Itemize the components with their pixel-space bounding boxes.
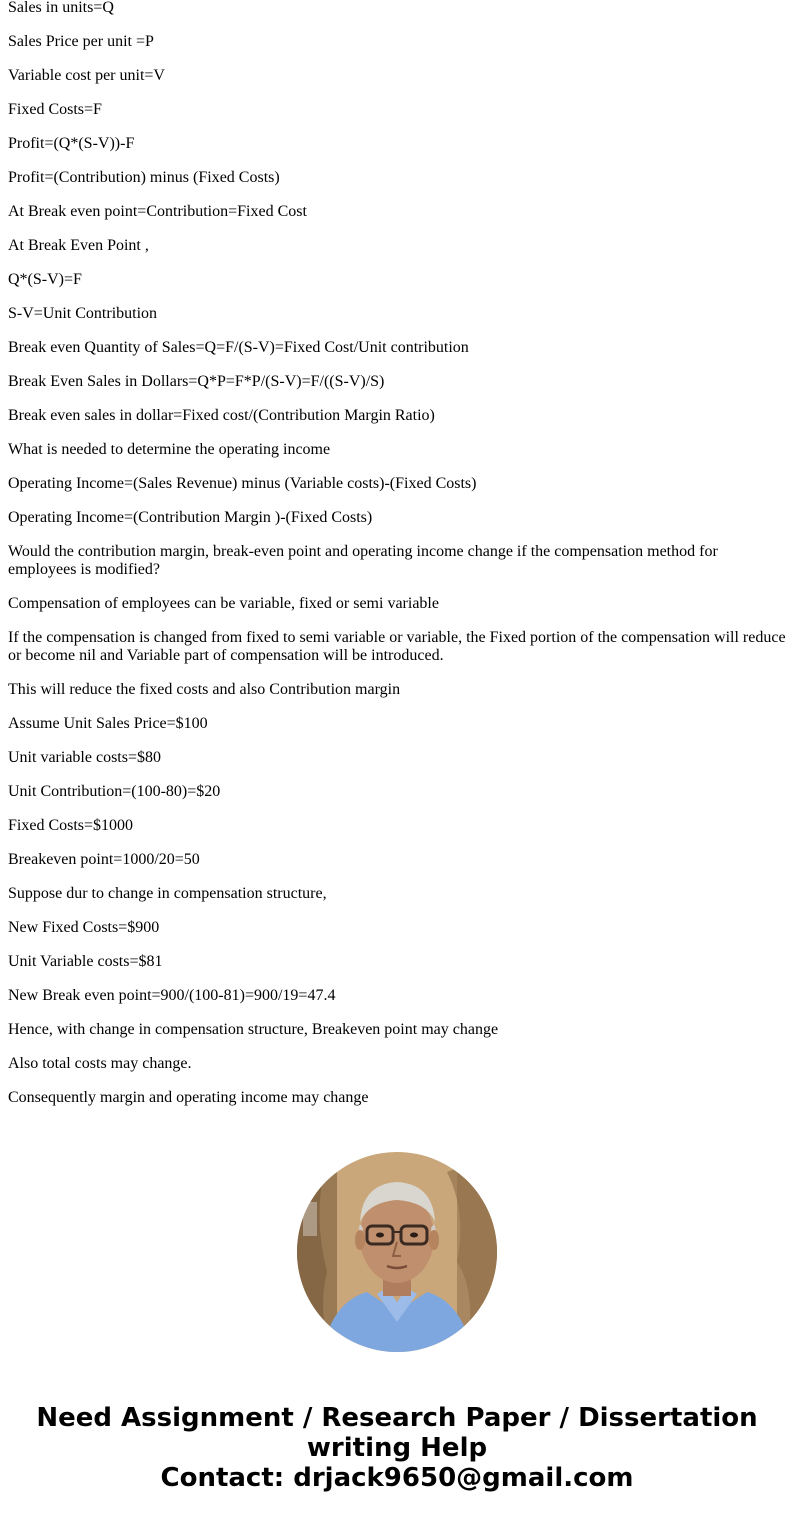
answer-line: S-V=Unit Contribution [8, 305, 158, 322]
answer-line: Fixed Costs=$1000 [8, 817, 134, 834]
answer-line: What is needed to determine the operating income [8, 441, 331, 458]
answer-line: Sales in units=Q [8, 0, 114, 16]
answer-line: Hence, with change in compensation structure, Breakeven point may change [8, 1021, 499, 1038]
answer-line: Consequently margin and operating income may change [8, 1089, 369, 1106]
answer-line: Suppose dur to change in compensation structure, [8, 885, 327, 902]
answer-line: Operating Income=(Contribution Margin )-(Fixed Costs) [8, 509, 373, 526]
answer-line: Profit=(Q*(S-V))-F [8, 135, 135, 152]
answer-line: Operating Income=(Sales Revenue) minus (Variable costs)-(Fixed Costs) [8, 475, 477, 492]
answer-line: New Fixed Costs=$900 [8, 919, 160, 936]
answer-line: Unit variable costs=$80 [8, 749, 161, 766]
answer-line: Variable cost per unit=V [8, 67, 165, 84]
answer-line: Unit Variable costs=$81 [8, 953, 163, 970]
answer-line: Compensation of employees can be variable, fixed or semi variable [8, 595, 439, 612]
answer-line: Also total costs may change. [8, 1055, 192, 1072]
tutor-portrait-icon [297, 1152, 497, 1352]
tutor-avatar [297, 1152, 497, 1352]
answer-line: Break even sales in dollar=Fixed cost/(Contribution Margin Ratio) [8, 407, 435, 424]
answer-line: Break Even Sales in Dollars=Q*P=F*P/(S-V)=F/((S-V)/S) [8, 373, 385, 390]
answer-line: If the compensation is changed from fixed to semi variable or variable, the Fixed portion of the compensation will reduce or become nil and Variable part of compensation will be introduced. [8, 629, 786, 664]
answer-line: At Break even point=Contribution=Fixed Cost [8, 203, 307, 220]
answer-line: New Break even point=900/(100-81)=900/19=47.4 [8, 987, 336, 1004]
answer-line: Breakeven point=1000/20=50 [8, 851, 200, 868]
answer-line: Profit=(Contribution) minus (Fixed Costs) [8, 169, 280, 186]
answer-line: Sales Price per unit =P [8, 33, 154, 50]
answer-line: Fixed Costs=F [8, 101, 102, 118]
promo-contact: Contact: drjack9650@gmail.com [160, 1463, 634, 1493]
answer-line: Would the contribution margin, break-even point and operating income change if the compensation method for employees is modified? [8, 543, 718, 578]
answer-line: This will reduce the fixed costs and also Contribution margin [8, 681, 401, 698]
promo-headline: Need Assignment / Research Paper / Dissertation writing Help [36, 1403, 758, 1463]
promo-banner [0, 1403, 794, 1493]
answer-line: At Break Even Point , [8, 237, 149, 254]
answer-line: Assume Unit Sales Price=$100 [8, 715, 208, 732]
answer-line: Unit Contribution=(100-80)=$20 [8, 783, 221, 800]
answer-line: Q*(S-V)=F [8, 271, 82, 288]
answer-line: Break even Quantity of Sales=Q=F/(S-V)=Fixed Cost/Unit contribution [8, 339, 469, 356]
